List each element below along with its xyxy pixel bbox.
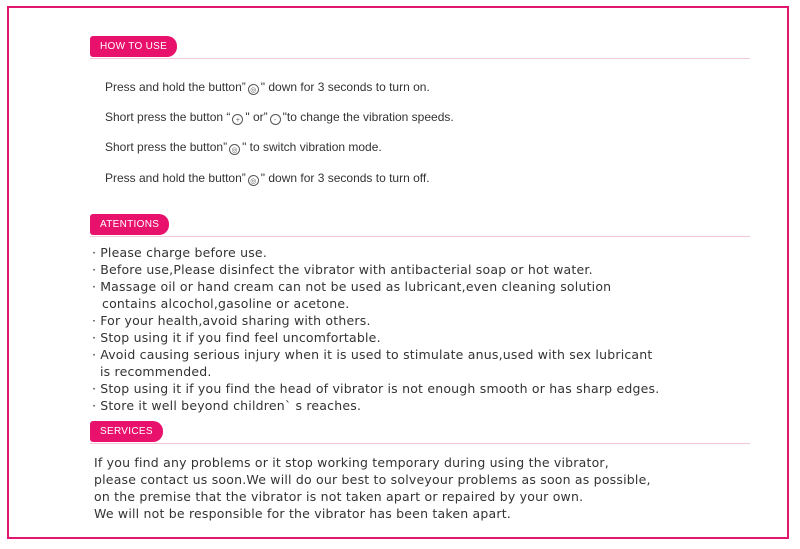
attention-item	[92, 330, 381, 345]
how-to-use-tag: HOW TO USE	[90, 36, 177, 57]
bullet: ·	[92, 279, 97, 294]
plus-button-icon: +	[232, 114, 243, 125]
attention-item-text: Please charge before use.	[100, 245, 267, 260]
bullet: ·	[92, 398, 97, 413]
how-to-use-line-4-text-b: " down for 3 seconds to turn off.	[260, 171, 430, 185]
power-button-icon: ◎	[229, 144, 240, 155]
how-to-use-line-1-text-a: Press and hold the button”	[105, 80, 246, 94]
services-divider	[90, 443, 750, 444]
bullet: ·	[92, 330, 97, 345]
bullet: ·	[92, 347, 97, 362]
how-to-use-line-3-text-b: " to switch vibration mode.	[242, 140, 382, 154]
how-to-use-line-2-text-b: " or”	[245, 110, 268, 124]
how-to-use-line-2-text-c: "to change the vibration speeds.	[282, 110, 454, 124]
how-to-use-line-3-text-a: Short press the button”	[105, 140, 228, 154]
attention-item	[92, 381, 659, 396]
attention-item	[92, 313, 371, 328]
how-to-use-line-3	[105, 140, 382, 155]
attentions-tag: ATENTIONS	[90, 214, 169, 235]
bullet: ·	[92, 313, 97, 328]
attention-item-text: Stop using it if you find feel uncomfortable.	[100, 330, 381, 345]
attention-item-text: Store it well beyond children` s reaches.	[100, 398, 362, 413]
minus-button-icon: -	[270, 114, 281, 125]
how-to-use-line-4-text-a: Press and hold the button”	[105, 171, 246, 185]
bullet: ·	[92, 262, 97, 277]
services-line: please contact us soon.We will do our best to solveyour problems as soon as possible,	[94, 472, 651, 487]
attention-item-text: Stop using it if you find the head of vibrator is not enough smooth or has sharp edges.	[100, 381, 660, 396]
attention-item	[92, 279, 611, 294]
power-button-icon: ◎	[248, 84, 259, 95]
attention-item	[92, 245, 267, 260]
services-line: If you find any problems or it stop working temporary during using the vibrator,	[94, 455, 609, 470]
how-to-use-divider	[90, 58, 750, 59]
attention-item	[92, 398, 361, 413]
how-to-use-line-4	[105, 171, 430, 186]
attention-item-text: Avoid causing serious injury when it is used to stimulate anus,used with sex lubricant	[100, 347, 653, 362]
bullet: ·	[92, 381, 97, 396]
attention-item	[92, 347, 653, 362]
how-to-use-line-1	[105, 80, 430, 95]
attention-item	[92, 262, 593, 277]
services-tag: SERVICES	[90, 421, 163, 442]
services-line: We will not be responsible for the vibrator has been taken apart.	[94, 506, 511, 521]
attention-item-continuation: is recommended.	[100, 364, 212, 379]
bullet: ·	[92, 245, 97, 260]
how-to-use-line-2-text-a: Short press the button “	[105, 110, 231, 124]
how-to-use-line-1-text-b: " down for 3 seconds to turn on.	[260, 80, 430, 94]
attention-item-text: Before use,Please disinfect the vibrator with antibacterial soap or hot water.	[100, 262, 593, 277]
how-to-use-line-2	[105, 110, 454, 125]
attention-item-text: For your health,avoid sharing with others.	[100, 313, 371, 328]
attention-item-continuation: contains alcochol,gasoline or acetone.	[102, 296, 350, 311]
services-line: on the premise that the vibrator is not taken apart or repaired by your own.	[94, 489, 584, 504]
attentions-divider	[90, 236, 750, 237]
power-button-icon: ◎	[248, 175, 259, 186]
attention-item-text: Massage oil or hand cream can not be used as lubricant,even cleaning solution	[100, 279, 612, 294]
